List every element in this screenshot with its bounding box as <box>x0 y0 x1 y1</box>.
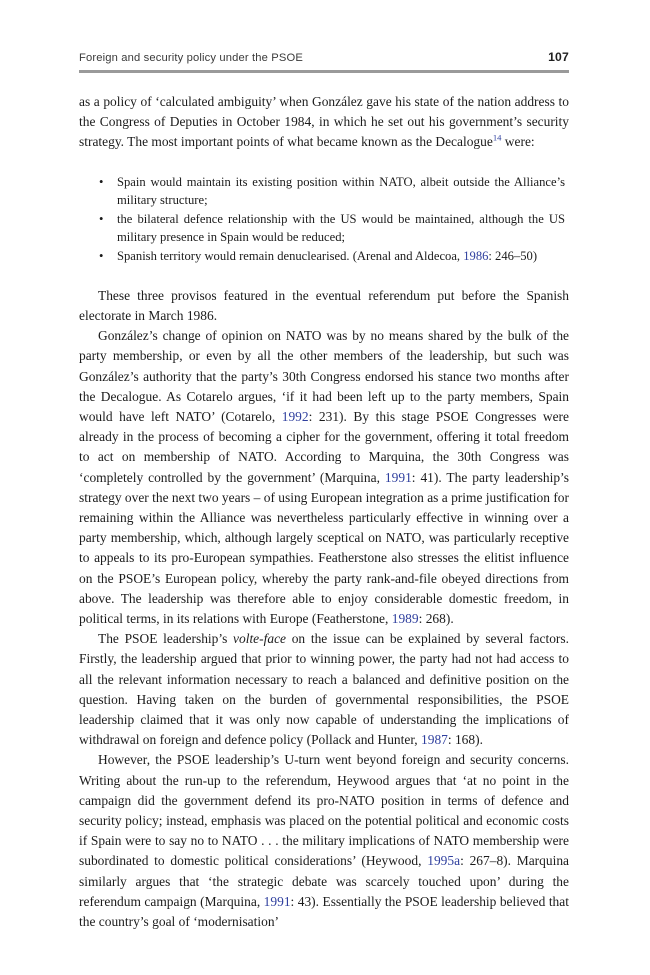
paragraph: as a policy of ‘calculated ambiguity’ when González gave his state of the nation address to the Congress of Deputies in October 1984, in which he set out his government’s security strategy. The most important points of what became known as the Decalogue$^{14}$ were: <box>79 94 569 150</box>
bullet-marker: • <box>99 211 104 226</box>
text-column <box>79 92 569 932</box>
list-item <box>95 247 565 266</box>
citation-link[interactable]: 1992 <box>281 408 309 424</box>
citation-link[interactable]: 1987 <box>421 732 448 748</box>
running-head <box>79 50 569 64</box>
citation-link[interactable]: 1989 <box>391 611 419 627</box>
paragraph: These three provisos featured in the eventual referendum put before the Spanish electorate in March 1986. <box>79 287 569 323</box>
list-item-text: Spain would maintain its existing position within NATO, albeit outside the Alliance’s military structure; <box>117 174 565 208</box>
list-item <box>95 210 565 247</box>
decalogue-bullet-list <box>95 173 565 266</box>
bullet-marker: • <box>99 174 104 189</box>
bullet-marker: • <box>99 248 104 263</box>
header-divider <box>79 70 569 73</box>
citation-link[interactable]: 1986 <box>463 248 489 263</box>
footnote-reference[interactable]: 14 <box>492 132 502 143</box>
paragraph: The PSOE leadership’s volte-face on the issue can be explained by several factors. Firstly, the leadership argued that prior to winning power, the party had not had access to all the relevant information necessary to reach a balanced and definitive position on the question. Having taken on the burden of governmental responsibilities, the PSOE leadership claimed that it was only now capable of understanding the implications of withdrawal on foreign and defence policy (Pollack and Hunter, 1987: 168). <box>79 631 569 748</box>
page-number: 107 <box>548 50 569 64</box>
list-item <box>95 173 565 210</box>
paragraph: However, the PSOE leadership’s U-turn went beyond foreign and security concerns. Writing about the run-up to the referendum, Heywood argues that ‘at no point in the campaign did the government defend its pro-NATO position in terms of defence and security policy; instead, emphasis was placed on the potential political and economic costs if Spain were to say no to NATO . . . the military implications of NATO membership were subordinated to domestic political considerations’ (Heywood, 1995a: 267–8). Marquina similarly argues that ‘the strategic debate was scarcely touched upon’ during the referendum campaign (Marquina, 1991: 43). Essentially the PSOE leadership believed that the country’s goal of ‘modernisation’ <box>79 752 570 930</box>
paragraph: González’s change of opinion on NATO was by no means shared by the bulk of the party membership, or even by all the other members of the leadership, but such was González’s authority that the party’s 30th Congress endorsed his stance two months after the Decalogue. As Cotarelo argues, ‘if it had been left up to the party members, Spain would have left NATO’ (Cotarelo, 1992: 231). By this stage PSOE Congresses were already in the process of becoming a cipher for the government, offering it total freedom to act on membership of NATO. According to Marquina, the 30th Congress was ‘completely controlled by the government’ (Marquina, 1991: 41). The party leadership’s strategy over the next two years – of using European integration as a prime justification for remaining within the Alliance was nevertheless particularly effective in winning over a party membership, which, although largely sceptical on NATO, was particularly receptive to appeals to its pro-European sympathies. Featherstone also stresses the elitist influence on the PSOE’s European policy, whereby the party rank-and-file obeyed directions from above. The leadership was therefore able to enjoy considerable domestic freedom, in political terms, in its relations with Europe (Featherstone, 1989: 268). <box>79 328 569 627</box>
list-item-text: Spanish territory would remain denuclearised. (Arenal and Aldecoa, 1986: 246–50) <box>117 248 538 263</box>
running-head-title: Foreign and security policy under the PSOE <box>79 52 303 64</box>
citation-link[interactable]: 1995a <box>427 853 461 869</box>
citation-link[interactable]: 1991 <box>263 893 291 909</box>
list-item-text: the bilateral defence relationship with the US would be maintained, although the US military presence in Spain would be reduced; <box>117 211 565 245</box>
emphasised-text: volte-face <box>233 631 287 647</box>
citation-link[interactable]: 1991 <box>384 469 412 485</box>
